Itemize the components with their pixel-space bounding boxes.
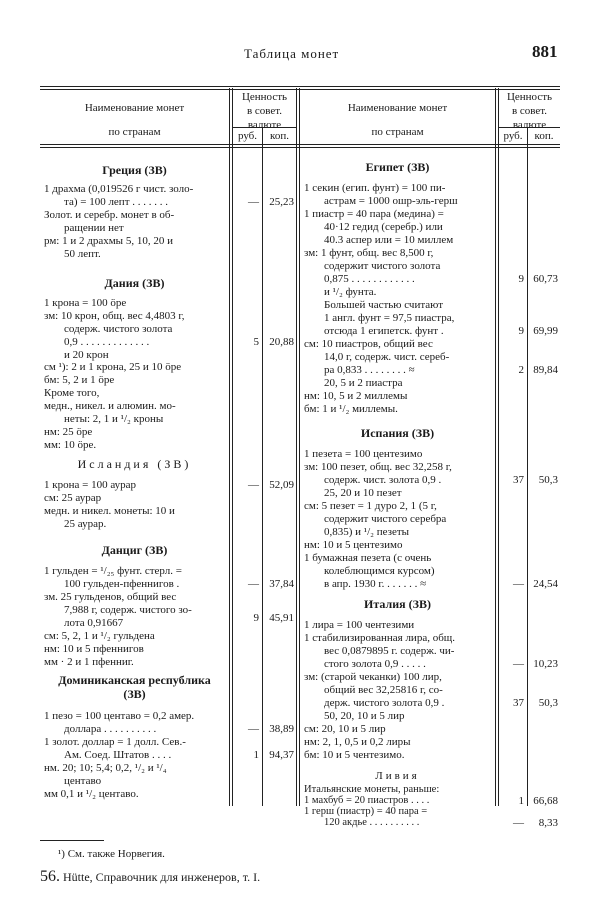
page-number: 881 — [532, 42, 558, 61]
denmark-line: мм: 10 öре. — [44, 439, 97, 451]
section-title-dominican: Доминиканская республика — [58, 673, 211, 687]
egypt-line: 40.3 аспер или = 10 миллем — [324, 234, 454, 246]
dominican-kop: 94,37 — [269, 749, 294, 761]
spain-line: колеблющимся курсом) — [324, 565, 435, 577]
iceland-rub: — — [248, 479, 259, 491]
italy-line: общий вес 32,25816 г, со- — [324, 684, 443, 696]
italy-rub: — — [513, 658, 524, 670]
italy-line: вес 0,0879895 г. содерж. чи- — [324, 645, 455, 657]
iceland-line: 1 крона = 100 аурар — [44, 479, 137, 491]
egypt-kop: 60,73 — [533, 273, 558, 285]
section-title-denmark: Дания (ЗВ) — [104, 276, 165, 290]
iceland-line: см: 25 аурар — [44, 492, 102, 504]
italy-line: нм: 2, 1, 0,5 и 0,2 лиры — [304, 736, 411, 748]
denmark-line: зм: 10 крон, общ. вес 4,4803 г, — [44, 310, 185, 322]
danzig-line: нм: 10 и 5 пфеннигов — [44, 643, 144, 655]
section-title-spain: Испания (ЗВ) — [360, 426, 435, 440]
dominican-line: Ам. Соед. Штатов . . . . — [64, 749, 172, 761]
italy-line: держ. чистого золота 0,9 . — [324, 697, 445, 709]
section-title-dominican-sub: (ЗВ) — [123, 687, 146, 701]
spain-line: см: 5 пезет = 1 дуро 2, 1 (5 г, — [304, 500, 437, 512]
egypt-line: астрам = 1000 ошр-эль-герш — [324, 195, 458, 207]
dominican-line: нм. 20; 10; 5,4; 0,2, ¹/₂ и ¹/₄ — [44, 762, 167, 774]
spain-line: 25, 20 и 10 пезет — [324, 487, 402, 499]
value-header-line2: в совет. — [246, 105, 283, 117]
egypt-kop: 89,84 — [533, 364, 558, 376]
greece-line: ращении нет — [64, 222, 124, 234]
italy-line: см: 20, 10 и 5 лир — [304, 723, 386, 735]
egypt-line: 1 пиастр = 40 пара (медина) = — [304, 208, 444, 220]
danzig-line: лота 0,91667 — [64, 617, 124, 629]
value-header-line2-right: в совет. — [511, 105, 548, 117]
italy-line: зм: (старой чеканки) 100 лир, — [304, 671, 442, 683]
right-name-header-line2: по странам — [371, 126, 424, 138]
footer-sheet-number: 56. — [40, 868, 60, 885]
section-title-iceland: Исландия (ЗВ) — [77, 457, 192, 471]
egypt-line: зм: 1 фунт, общ. вес 8,500 г, — [304, 247, 434, 259]
denmark-rub: 5 — [253, 336, 259, 348]
egypt-line: бм: 1 и ¹/₂ миллемы. — [304, 403, 398, 415]
page-footer — [40, 868, 260, 886]
egypt-line: и ¹/₂ фунта. — [324, 286, 377, 298]
libya-kop: 8,33 — [538, 817, 558, 829]
spain-kop: 24,54 — [533, 578, 558, 590]
section-title-greece: Греция (ЗВ) — [102, 163, 167, 177]
left-kop-header: коп. — [270, 130, 289, 142]
danzig-line: мм · 2 и 1 пфенниг. — [44, 656, 134, 668]
italy-line: 50, 20, 10 и 5 лир — [324, 710, 405, 722]
iceland-line: 25 аурар. — [64, 518, 107, 530]
right-name-header — [300, 96, 495, 144]
denmark-line: неты: 2, 1 и ¹/₂ кроны — [64, 413, 164, 425]
iceland-kop: 52,09 — [269, 479, 294, 491]
right-col-divider — [495, 88, 496, 806]
value-header-line1: Ценность — [241, 91, 288, 103]
section-title-italy: Италия (ЗВ) — [364, 597, 431, 611]
libya-line: Итальянские монеты, раньше: — [304, 784, 440, 795]
spain-line: 0,835) и ¹/₂ пезеты — [324, 526, 410, 538]
table-top-rule-2 — [40, 89, 560, 90]
danzig-rub: — — [248, 578, 259, 590]
page-header — [0, 40, 600, 64]
header-bottom-rule-2 — [40, 147, 560, 148]
dominican-rub: 1 — [253, 749, 259, 761]
spain-line: содержит чистого серебра — [324, 513, 447, 525]
spain-rub: — — [513, 578, 524, 590]
libya-rub: 1 — [518, 795, 524, 807]
danzig-line: 7,988 г, содерж. чистого зо- — [64, 604, 192, 616]
section-title-libya: Ливия — [375, 770, 420, 782]
egypt-rub: 2 — [518, 364, 524, 376]
danzig-rub: 9 — [253, 612, 259, 624]
table-top-rule — [40, 86, 560, 87]
spain-line: нм: 10 и 5 центезимо — [304, 539, 403, 551]
spain-line: 1 пезета = 100 центезимо — [304, 448, 423, 460]
right-value-header — [499, 90, 560, 132]
greece-line: 1 драхма (0,019526 г чист. золо- — [44, 183, 194, 195]
libya-line: 1 герш (пиастр) = 40 пара = — [304, 806, 428, 817]
egypt-rub: 9 — [518, 273, 524, 285]
egypt-line: 40·12 гедид (серебр.) или — [324, 221, 443, 233]
denmark-kop: 20,88 — [269, 336, 294, 348]
italy-kop: 50,3 — [538, 697, 558, 709]
footnote-rule — [40, 840, 104, 841]
footer-text: Hütte, Справочник для инженеров, т. I. — [63, 870, 261, 884]
page-title: Таблица монет — [244, 46, 340, 61]
spain-line: в апр. 1930 г. . . . . . . ≈ — [324, 578, 427, 590]
value-header-line3: валюте — [247, 119, 282, 131]
denmark-line: нм: 25 öре — [44, 426, 93, 438]
left-name-header-line1: Наименование монет — [84, 102, 185, 114]
libya-rub: — — [513, 817, 524, 829]
dominican-line: 1 золот. доллар = 1 долл. Сев.- — [44, 736, 186, 748]
right-rub-header: руб. — [503, 130, 523, 142]
italy-kop: 10,23 — [533, 658, 558, 670]
greece-line: 50 лепт. — [64, 248, 101, 260]
libya-line: 1 махбуб = 20 пиастров . . . . — [304, 795, 430, 806]
iceland-line: медн. и никел. монеты: 10 и — [44, 505, 175, 517]
egypt-rub: 9 — [518, 325, 524, 337]
denmark-line: 1 крона = 100 öре — [44, 297, 127, 309]
libya-line: 120 акдье . . . . . . . . . . — [324, 817, 420, 828]
value-header-line1-right: Ценность — [506, 91, 553, 103]
denmark-line: см ¹): 2 и 1 крона, 25 и 10 öре — [44, 361, 182, 373]
egypt-line: нм: 10, 5 и 2 миллемы — [304, 390, 408, 402]
spain-line: содерж. чист. золота 0,9 . — [324, 474, 442, 486]
dominican-line: доллара . . . . . . . . . . — [64, 723, 157, 735]
left-value-header — [233, 90, 296, 132]
dominican-kop: 38,89 — [269, 723, 294, 735]
egypt-line: 14,0 г, содерж. чист. сереб- — [324, 351, 450, 363]
italy-rub: 37 — [513, 697, 524, 709]
danzig-line: зм. 25 гульденов, общий вес — [44, 591, 177, 603]
dominican-line: центаво — [64, 775, 102, 787]
section-title-egypt: Египет (ЗВ) — [365, 160, 430, 174]
spain-line: 1 бумажная пезета (с очень — [304, 552, 432, 564]
danzig-line: 100 гульден-пфеннигов . — [64, 578, 180, 590]
egypt-line: 1 англ. фунт = 97,5 пиастра, — [324, 312, 455, 324]
left-name-header-line2: по странам — [108, 126, 161, 138]
egypt-line: Большей частью считают — [324, 299, 444, 311]
right-name-header-line1: Наименование монет — [347, 102, 448, 114]
egypt-line: содержит чистого золота — [324, 260, 441, 272]
denmark-line: и 20 крон — [64, 349, 109, 361]
egypt-line: ра 0,833 . . . . . . . . ≈ — [324, 364, 415, 376]
center-divider-2 — [299, 88, 300, 806]
greece-rub: — — [248, 196, 259, 208]
danzig-line: 1 гульден = ¹/₂₅ фунт. стерл. = — [44, 565, 182, 577]
italy-line: бм: 10 и 5 чентезимо. — [304, 749, 405, 761]
value-header-line3-right: валюте — [512, 119, 547, 131]
left-rub-kop-divider — [262, 128, 263, 806]
right-kop-header: коп. — [534, 130, 554, 142]
header-bottom-rule — [40, 144, 560, 145]
section-title-danzig: Данциг (ЗВ) — [101, 543, 168, 557]
denmark-line: содерж. чистого золота — [64, 323, 173, 335]
left-rub-header: руб. — [237, 130, 258, 142]
egypt-line: см: 10 пиастров, общий вес — [304, 338, 433, 350]
danzig-kop: 37,84 — [269, 578, 294, 590]
italy-line: 1 лира = 100 чентезими — [304, 619, 415, 631]
left-name-header — [40, 96, 229, 144]
denmark-line: бм: 5, 2 и 1 öре — [44, 374, 115, 386]
greece-line: Золот. и серебр. монет в об- — [44, 209, 175, 221]
center-divider — [296, 88, 297, 806]
egypt-line: 1 секин (егип. фунт) = 100 пи- — [304, 182, 446, 194]
italy-line: стого золота 0,9 . . . . . — [324, 658, 426, 670]
denmark-line: 0,9 . . . . . . . . . . . . . — [64, 336, 150, 348]
spain-rub: 37 — [513, 474, 524, 486]
greece-kop: 25,23 — [269, 196, 294, 208]
left-col-divider — [229, 88, 230, 806]
egypt-line: 20, 5 и 2 пиастра — [324, 377, 403, 389]
footnote: ¹) См. также Норвегия. — [58, 848, 165, 860]
denmark-line: Кроме того, — [44, 387, 100, 399]
egypt-line: отсюда 1 египетск. фунт . — [324, 325, 444, 337]
libya-kop: 66,68 — [533, 795, 558, 807]
greece-line: рм: 1 и 2 драхмы 5, 10, 20 и — [44, 235, 173, 247]
dominican-line: мм 0,1 и ¹/₂ центаво. — [44, 788, 139, 800]
denmark-line: медн., никел. и алюмин. мо- — [44, 400, 176, 412]
spain-line: зм: 100 пезет, общ. вес 32,258 г, — [304, 461, 452, 473]
dominican-rub: — — [248, 723, 259, 735]
spain-kop: 50,3 — [538, 474, 558, 486]
italy-line: 1 стабилизированная лира, общ. — [304, 632, 456, 644]
greece-line: та) = 100 лепт . . . . . . . — [64, 196, 169, 208]
danzig-kop: 45,91 — [269, 612, 294, 624]
egypt-line: 0,875 . . . . . . . . . . . . — [324, 273, 415, 285]
dominican-line: 1 пезо = 100 центаво = 0,2 амер. — [44, 710, 195, 722]
danzig-line: см: 5, 2, 1 и ¹/₂ гульдена — [44, 630, 155, 642]
egypt-kop: 69,99 — [533, 325, 558, 337]
